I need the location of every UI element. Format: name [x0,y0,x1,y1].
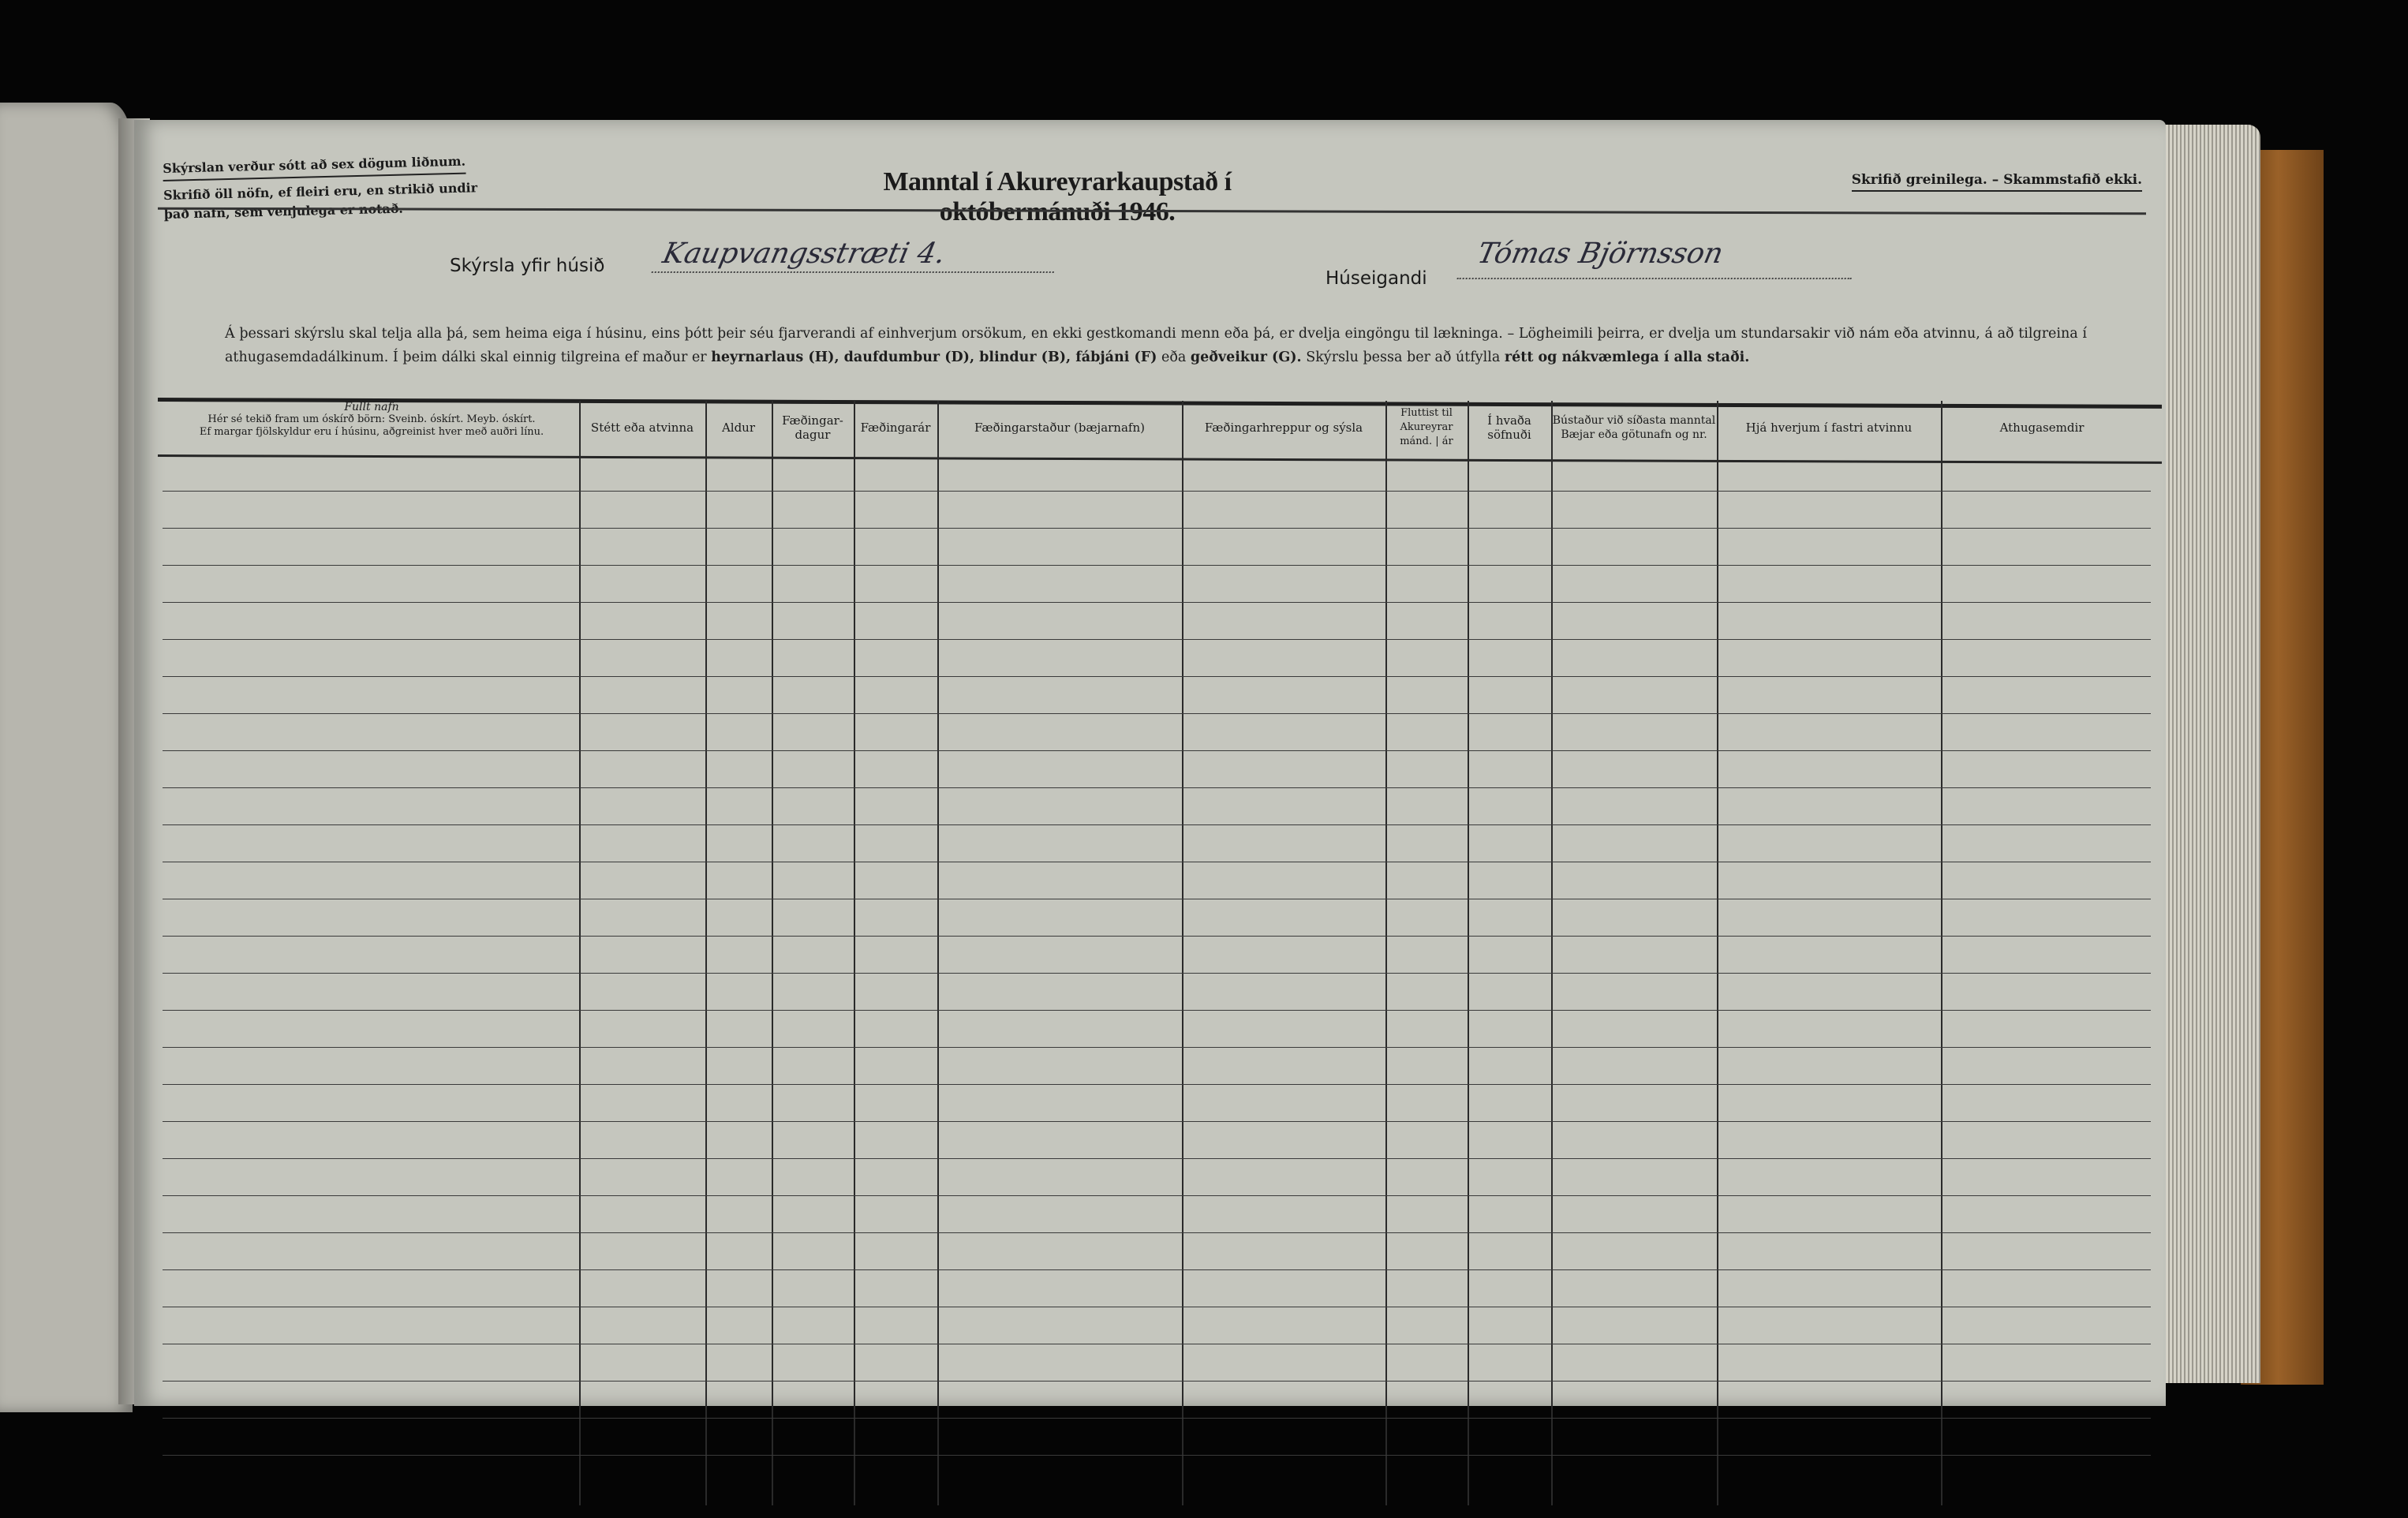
column-header-occupation: Stétt eða atvinna [590,421,694,435]
name-header-title: Fullt nafn [344,401,399,413]
column-divider [1941,401,1942,1505]
column-header-birth-year: Fæðingarár [860,421,931,435]
column-divider [579,401,581,1505]
table-row[interactable] [163,973,2151,974]
table-row[interactable] [163,787,2151,788]
column-header-age: Aldur [721,421,756,435]
intro-text-2: eða [1157,350,1191,365]
page-edges [2158,125,2260,1383]
column-header-employer: Hjá hverjum í fastri atvinnu [1745,421,1913,435]
table-row[interactable] [163,1010,2151,1011]
column-header-birth-parish: Fæðingarhreppur og sýsla [1204,421,1363,435]
table-row[interactable] [163,1455,2151,1456]
column-divider [1468,401,1469,1505]
census-form-page [134,120,2166,1406]
column-header-birthplace: Fæðingarstaður (bæjarnafn) [974,421,1145,435]
table-row[interactable] [163,824,2151,825]
table-row[interactable] [163,491,2151,492]
column-header-congregation: Í hvaða söfnuði [1487,413,1531,442]
table-header-rule [158,454,2162,464]
table-row[interactable] [163,1381,2151,1382]
intro-text-1: Á þessari skýrslu skal telja alla þá, sem heima eiga í húsinu, eins þótt þeir séu fjarverandi af einhverjum orsökum, en ekki gestkomandi menn eða þá, er dvelja eingöngu til lækninga. – Lögheimili þeirra, er dvelja um stundarsakir við nám eða atvinnu, á að tilgreina í athugasemdadálkinum. Í þeim dálki skal einnig tilgreina ef maður er [225,326,2087,365]
table-row[interactable] [163,676,2151,677]
table-row[interactable] [163,639,2151,640]
instructions-left [163,151,480,224]
table-row[interactable] [163,1121,2151,1122]
intro-bold-3: rétt og nákvæmlega í alla staði. [1504,350,1750,365]
column-divider [1551,401,1553,1505]
table-row[interactable] [163,1047,2151,1048]
intro-bold-1: heyrnarlaus (H), daufdumbur (D), blindur (B), fábjáni (F) [711,350,1157,365]
column-header-previous-residence: Bústaður við síðasta manntal Bæjar eða götunafn og nr. [1552,414,1716,441]
house-field[interactable]: Kaupvangsstræti 4. [652,240,1061,273]
column-divider [937,401,939,1505]
table-row[interactable] [163,1158,2151,1159]
table-row[interactable] [163,1269,2151,1270]
table-row[interactable] [163,936,2151,937]
column-header-name [163,401,581,439]
table-row[interactable] [163,1084,2151,1085]
intro-text-3: Skýrslu þessa ber að útfylla [1301,350,1505,365]
table-row[interactable] [163,528,2151,529]
column-divider [1182,401,1183,1505]
name-header-note-1: Hér sé tekið fram um óskírð börn: Sveinb. óskírt. Meyb. óskírt. [208,413,536,425]
owner-label: Húseigandi [1326,268,1427,289]
table-row[interactable] [163,750,2151,751]
column-divider [1717,401,1718,1505]
instruction-right: Skrifið greinilega. – Skammstafið ekki. [1852,172,2142,192]
table-row[interactable] [163,1195,2151,1196]
column-header-birth-day: Fæðingar-dagur [782,413,843,442]
table-row[interactable] [163,602,2151,603]
table-row[interactable] [163,1232,2151,1233]
form-title: Manntal í Akureyrarkaupstað í októbermánuði 1946. [883,167,1232,226]
column-divider [705,401,707,1505]
column-divider [854,401,855,1505]
house-label: Skýrsla yfir húsið [450,256,605,276]
intro-paragraph [225,322,2087,369]
table-row[interactable] [163,565,2151,566]
name-header-note-2: Ef margar fjölskyldur eru í húsinu, aðgreinist hver með auðri línu. [199,426,544,438]
column-header-remarks: Athugasemdir [1999,421,2085,435]
intro-bold-2: geðveikur (G). [1190,350,1302,365]
deadline-note: Skýrslan verður sótt að sex dögum liðnum. [163,152,466,181]
column-divider [1385,401,1387,1505]
table-row[interactable] [163,1418,2151,1419]
table-row[interactable] [163,713,2151,714]
names-note: Skrifið öll nöfn, ef fleiri eru, en strikið undir það nafn, sem venjulega er notað. [163,180,478,222]
owner-field[interactable]: Tómas Björnsson [1456,238,1860,279]
column-divider [772,401,773,1505]
column-header-moved: Fluttist til Akureyrar mánd. | ár [1400,407,1453,447]
left-page [0,103,133,1412]
